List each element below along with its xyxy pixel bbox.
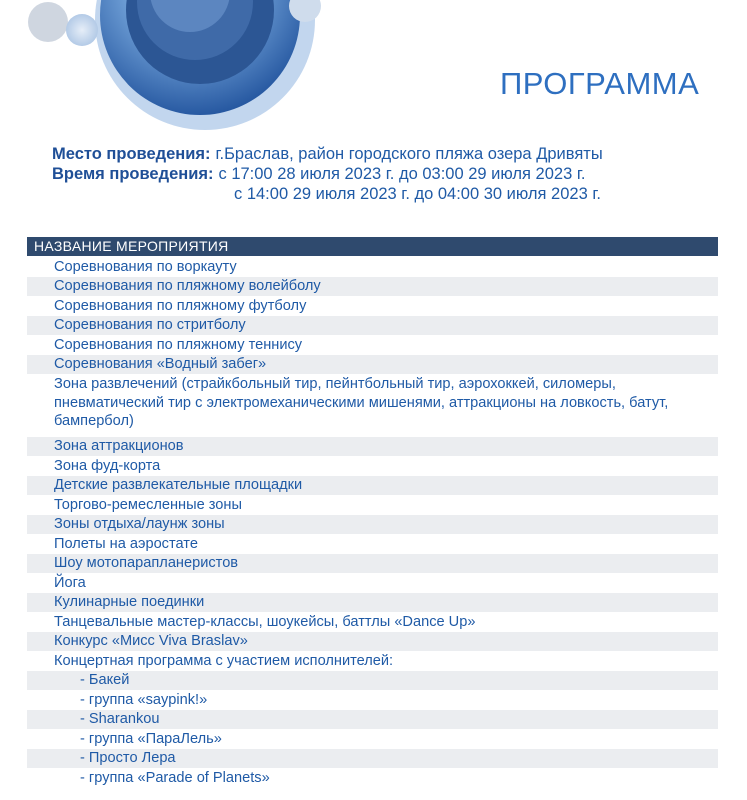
table-header: НАЗВАНИЕ МЕРОПРИЯТИЯ (27, 237, 718, 256)
table-row: Зона аттракционов (27, 437, 718, 457)
table-row: Соревнования по пляжному теннису (54, 336, 303, 353)
table-row: - группа «Parade of Planets» (80, 769, 270, 786)
table-row: Детские развлекательные площадки (27, 476, 718, 496)
table-row: Шоу мотопарапланеристов (27, 554, 718, 574)
table-row: Зоны отдыха/лаунж зоны (27, 515, 718, 535)
festival-logo (0, 0, 330, 140)
logo-circles-graphic (0, 0, 330, 140)
table-row: - Просто Лера (27, 749, 718, 769)
venue-value: г.Браслав, район городского пляжа озера Дривяты (215, 145, 603, 163)
time-row-2 (52, 184, 603, 204)
time-value-1: с 17:00 28 июля 2023 г. до 03:00 29 июля 2023 г. (218, 165, 586, 183)
table-row: Соревнования по воркауту (54, 258, 237, 275)
table-row: Торгово-ремесленные зоны (54, 496, 242, 513)
table-row: Соревнования по пляжному волейболу (27, 277, 718, 297)
table-row: Йога (54, 574, 86, 591)
venue-label: Место проведения: (52, 145, 211, 163)
table-row: - Sharankou (27, 710, 718, 730)
table-row: Конкурс «Мисс Viva Braslav» (27, 632, 718, 652)
table-row: Зона фуд-корта (54, 457, 161, 474)
event-info (52, 144, 603, 204)
time-value-2: с 14:00 29 июля 2023 г. до 04:00 30 июля 2023 г. (234, 185, 601, 203)
table-row: Соревнования «Водный забег» (27, 355, 718, 375)
time-row (52, 164, 603, 184)
table-row: Соревнования по стритболу (27, 316, 718, 336)
table-row: Кулинарные поединки (27, 593, 718, 613)
page-title: ПРОГРАММА (500, 66, 700, 101)
table-row: Зона развлечений (страйкбольный тир, пейнтбольный тир, аэрохоккей, силомеры, пневматический тир с электромеханическими мишенями, аттракционы на ловкость, батут, бампербол) (54, 376, 669, 429)
table-row: Танцевальные мастер-классы, шоукейсы, баттлы «Dance Up» (54, 613, 476, 630)
table-row: Полеты на аэростате (54, 535, 198, 552)
table-row: Соревнования по пляжному футболу (54, 297, 307, 314)
table-row: - группа «saypink!» (80, 691, 208, 708)
time-label: Время проведения: (52, 165, 214, 183)
table-row: Концертная программа с участием исполнителей: (54, 652, 394, 669)
table-row: - Бакей (27, 671, 718, 691)
events-table (27, 257, 718, 788)
venue-row (52, 144, 603, 164)
table-row: - группа «ПараЛель» (80, 730, 222, 747)
